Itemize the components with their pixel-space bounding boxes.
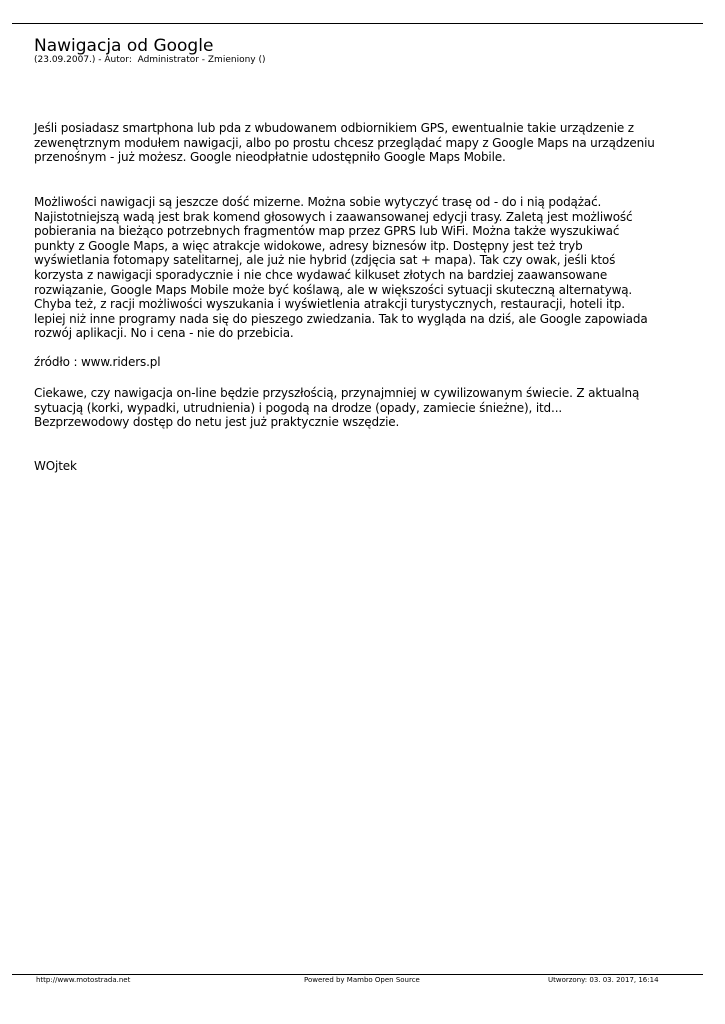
paragraph-line: Możliwości nawigacji są jeszcze dość mizerne. Można sobie wytyczyć trasę od - do i nią podążać. (34, 195, 602, 209)
paragraph-line: punkty z Google Maps, a więc atrakcje widokowe, adresy biznesów itp. Dostępny jest też tryb (34, 238, 583, 253)
paragraph-line: korzysta z nawigacji sporadycznie i nie chce wydawać kilkuset złotych na bardziej zaawansowane (34, 267, 608, 282)
footer-site-url: http://www.motostrada.net (36, 976, 131, 984)
footer-powered-by: Powered by Mambo Open Source (304, 976, 420, 984)
paragraph-line: przenośnym - już możesz. Google nieodpłatnie udostępniło Google Maps Mobile. (34, 150, 506, 165)
source-line (34, 355, 694, 370)
article-meta: (23.09.2007.) - Autor: Administrator - Zmieniony () (34, 55, 266, 65)
paragraph-line: WOjtek (34, 459, 77, 473)
article-paragraph (34, 195, 694, 341)
paragraph-line: pobierania na bieżąco potrzebnych fragmentów map przez GPRS lub WiFi. Można także wyszukiwać (34, 224, 620, 239)
article-paragraph (34, 121, 694, 165)
footer-divider (12, 974, 703, 975)
paragraph-line: Jeśli posiadasz smartphona lub pda z wbudowanem odbiornikiem GPS, ewentualnie takie urządzenie z (34, 121, 634, 135)
paragraph-line: rozwój aplikacji. No i cena - nie do przebicia. (34, 326, 294, 341)
paragraph-line: Najistotniejszą wadą jest brak komend głosowych i zaawansowanej edycji trasy. Zaletą jest możliwość (34, 209, 633, 224)
article-title: Nawigacja od Google (34, 36, 214, 56)
paragraph-line: wyświetlania fotomapy satelitarnej, ale już nie hybrid (zdjęcia sat + mapa). Tak czy owak, jeśli ktoś (34, 253, 616, 268)
paragraph-line: Bezprzewodowy dostęp do netu jest już praktycznie wszędzie. (34, 415, 400, 430)
paragraph-line: Ciekawe, czy nawigacja on-line będzie przyszłością, przynajmniej w cywilizowanym świecie. Z aktualną (34, 386, 640, 400)
paragraph-line: lepiej niż inne programy nada się do pieszego zwiedzania. Tak to wygląda na dziś, ale Google zapowiada (34, 311, 648, 326)
paragraph-line: sytuacją (korki, wypadki, utrudnienia) i pogodą na drodze (opady, zamiecie śnieżne), itd... (34, 400, 563, 415)
footer-created-date: Utworzony: 03. 03. 2017, 16:14 (548, 976, 659, 984)
article-paragraph (34, 386, 694, 430)
paragraph-line: źródło : www.riders.pl (34, 355, 161, 369)
top-divider (12, 23, 703, 24)
paragraph-line: Chyba też, z racji możliwości wyszukania i wyświetlenia atrakcji turystycznych, restauracji, hoteli itp. (34, 297, 625, 312)
author-signature (34, 459, 694, 474)
paragraph-line: rozwiązanie, Google Maps Mobile może być koślawą, ale w większości sytuacji skuteczną alternatywą. (34, 282, 633, 297)
paragraph-line: zewenętrznym modułem nawigacji, albo po prostu chcesz przeglądać mapy z Google Maps na urządzeniu (34, 135, 655, 150)
